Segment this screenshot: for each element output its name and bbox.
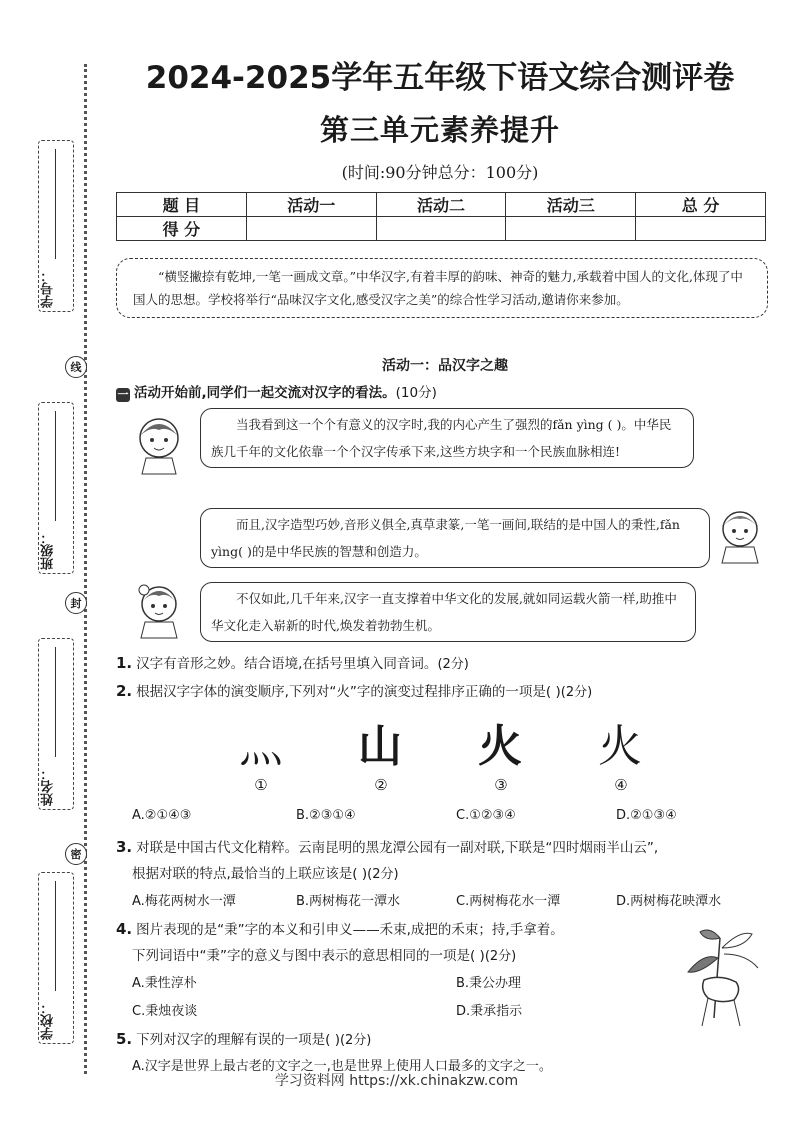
school-label: 学校： [41, 1001, 56, 1041]
girl2-avatar-icon [128, 580, 190, 640]
question-text: 汉字有音形之妙。结合语境,在括号里填入同音词。 [136, 656, 438, 672]
question-number: 5. [116, 1030, 133, 1048]
score-cell[interactable] [246, 217, 376, 241]
unit-title: 第三单元素养提升 [319, 113, 560, 147]
option-d[interactable]: D.②①③④ [616, 808, 677, 823]
score-table-score-row [117, 217, 766, 241]
part1-text: 活动开始前,同学们一起交流对汉字的看法。 [134, 385, 396, 401]
score-header-cell: 题 目 [117, 193, 247, 217]
activity1-title: 活动一：品汉字之趣 [382, 358, 508, 374]
glyph-label: ① [254, 776, 268, 794]
fire-glyph-1: 灬 [239, 721, 283, 772]
speech-bubble-1: 当我看到这一个个有意义的汉字时,我的内心产生了强烈的fǎn yìng ( )。中华民族几千年的文化依靠一个个汉字传承下来,这些方块字和一个民族血脉相连! [200, 408, 694, 468]
question-text: 根据对联的特点,最恰当的上联应该是( ) [132, 866, 368, 882]
class-line[interactable] [55, 411, 56, 521]
boy-avatar-icon [712, 505, 768, 565]
question-points: (2分) [367, 867, 399, 882]
name-line[interactable] [55, 647, 56, 757]
school-box [38, 872, 74, 1044]
option-c[interactable]: C.①②③④ [456, 808, 516, 823]
name-box [38, 638, 74, 810]
glyph-label: ④ [614, 776, 628, 794]
fire-glyph-4: 火 [598, 721, 642, 772]
binding-dotted-line [84, 64, 87, 1074]
question-number: 3. [116, 838, 133, 856]
speech-bubble-2: 而且,汉字造型巧妙,音形义俱全,真草隶篆,一笔一画间,联结的是中国人的秉性,fǎn yìng( )的是中华民族的智慧和创造力。 [200, 508, 710, 568]
question-points: (2分) [339, 1033, 372, 1048]
class-box [38, 402, 74, 574]
exam-meta: (时间:90分钟总分：100分) [341, 163, 539, 182]
seal-seal: 封 [65, 592, 87, 614]
question-4-line2 [132, 944, 516, 964]
score-cell[interactable] [376, 217, 506, 241]
score-table [116, 192, 766, 241]
student-no-box [38, 140, 74, 312]
intro-box: “横竖撇捺有乾坤,一笔一画成文章。”中华汉字,有着丰厚的韵味、神奇的魅力,承载着中国人的文化,体现了中国人的思想。学校将举行“品味汉字文化,感受汉字之美”的综合性学习活动,邀请你来参加。 [116, 258, 768, 318]
score-cell[interactable] [506, 217, 636, 241]
score-header-cell: 活动二 [376, 193, 506, 217]
hand-holding-grain-icon [680, 918, 766, 1028]
score-header-cell: 活动一 [246, 193, 376, 217]
question-points: (2分) [437, 657, 469, 672]
glyph-label: ③ [494, 776, 508, 794]
part1-points: (10分) [395, 385, 437, 401]
score-header-cell: 活动三 [506, 193, 636, 217]
question-text: 根据汉字字体的演变顺序,下列对“火”字的演变过程排序正确的一项是( ) [136, 684, 561, 700]
option-a[interactable]: A.②①④③ [132, 808, 192, 823]
girl-avatar-icon [128, 412, 190, 476]
option-b[interactable]: B.②③①④ [296, 808, 356, 823]
fire-glyph-2: 山 [358, 721, 402, 772]
class-label: 班级： [41, 531, 56, 571]
question-text: 下列词语中“秉”字的意义与图中表示的意思相同的一项是( ) [132, 948, 485, 964]
question-number: 2. [116, 682, 133, 700]
seal-secret: 密 [65, 843, 87, 865]
glyph-label: ② [374, 776, 388, 794]
option-d[interactable]: D.两树梅花映潭水 [616, 894, 722, 909]
question-text: 下列对汉字的理解有误的一项是( ) [136, 1032, 340, 1048]
question-points: (2分) [484, 949, 517, 964]
score-cell[interactable] [636, 217, 766, 241]
score-header-cell: 总 分 [636, 193, 766, 217]
option-c[interactable]: C.秉烛夜谈 [132, 1004, 198, 1019]
question-3-line2 [132, 862, 399, 882]
score-table-header-row [117, 193, 766, 217]
question-4 [116, 918, 564, 938]
fire-glyph-3: 火 [478, 721, 522, 772]
question-points: (2分) [560, 685, 593, 700]
option-c[interactable]: C.两树梅花水一潭 [456, 894, 561, 909]
option-a[interactable]: A.梅花两树水一潭 [132, 894, 236, 909]
option-b[interactable]: B.两树梅花一潭水 [296, 894, 401, 909]
question-number: 4. [116, 920, 133, 938]
score-row-label: 得 分 [117, 217, 247, 241]
question-2 [116, 680, 592, 700]
question-1 [116, 652, 469, 672]
speech-bubble-3: 不仅如此,几千年来,汉字一直支撑着中华文化的发展,就如同运载火箭一样,助推中华文化走入崭新的时代,焕发着勃勃生机。 [200, 582, 696, 642]
school-line[interactable] [55, 881, 56, 991]
part1-heading [116, 381, 437, 402]
question-text: 图片表现的是“秉”字的本义和引申义——禾束,成把的禾束；持,手拿着。 [136, 922, 564, 938]
question-3 [116, 836, 658, 856]
footer-watermark: 学习资料网 https://xk.chinakzw.com [274, 1073, 519, 1089]
student-no-line[interactable] [55, 149, 56, 259]
question-text: 对联是中国古代文化精粹。云南昆明的黑龙潭公园有一副对联,下联是“四时烟雨半山云”, [136, 840, 659, 856]
option-a[interactable]: A.秉性淳朴 [132, 976, 197, 991]
option-a[interactable]: A.汉字是世界上最古老的文字之一,也是世界上使用人口最多的文字之一。 [132, 1059, 552, 1074]
question-number: 1. [116, 654, 133, 672]
part-mark: 一 [117, 388, 129, 401]
option-d[interactable]: D.秉承指示 [456, 1004, 523, 1019]
question-5 [116, 1028, 371, 1048]
seal-line: 线 [65, 356, 87, 378]
option-b[interactable]: B.秉公办理 [456, 976, 522, 991]
student-no-label: 学号： [41, 269, 56, 309]
exam-title: 2024-2025学年五年级下语文综合测评卷 [145, 60, 735, 96]
name-label: 姓名： [41, 767, 56, 807]
